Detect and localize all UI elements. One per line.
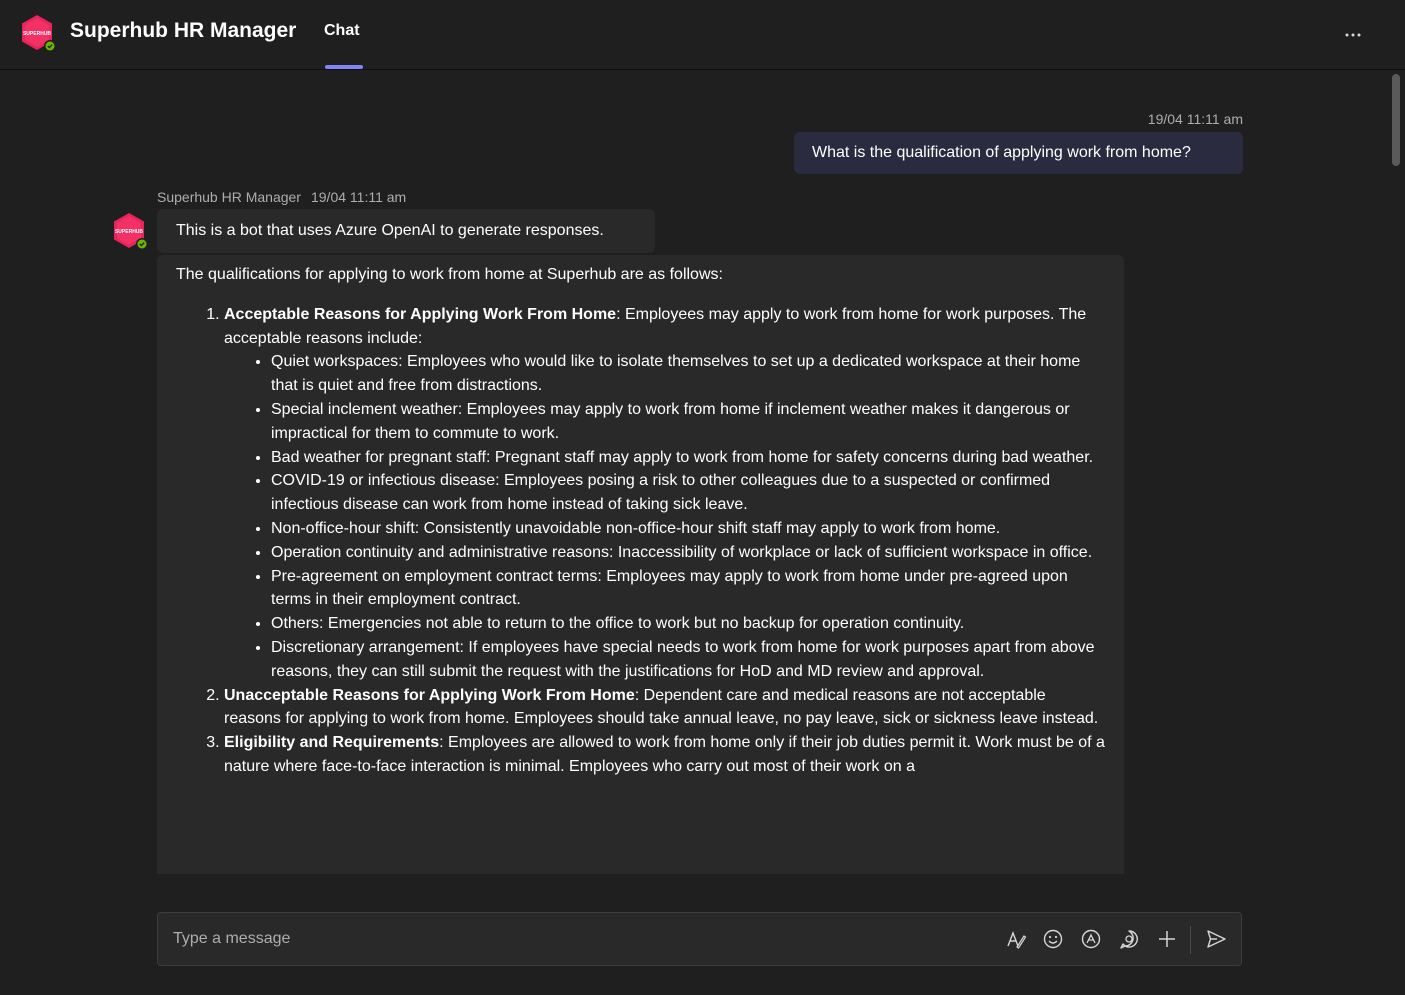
chat-bubble-icon — [1118, 928, 1140, 950]
bot-avatar[interactable] — [110, 212, 148, 250]
send-button[interactable] — [1203, 926, 1229, 952]
chat-bubble-button[interactable] — [1116, 926, 1142, 952]
superhub-logo-icon — [110, 212, 148, 250]
tab-chat[interactable]: Chat — [324, 22, 360, 39]
add-attachment-button[interactable] — [1154, 926, 1180, 952]
list-item — [224, 303, 1106, 684]
section-text: : Dependent care and medical reasons are not acceptable reasons for applying to work from home. Employees should take annual leave, no pay leave, sick or sickness leave instead. — [224, 686, 1099, 728]
bot-message-meta — [157, 189, 406, 205]
list-item: • Others: Emergencies not able to return to the office to work but no backup for operation continuity. — [271, 612, 1106, 636]
app-title: Superhub HR Manager — [70, 19, 297, 42]
reasons-list — [224, 350, 1106, 683]
emoji-button[interactable] — [1040, 926, 1066, 952]
bot-response-message[interactable] — [157, 255, 1124, 874]
composer-divider — [1190, 926, 1191, 954]
list-item: • Special inclement weather: Employees may apply to work from home if inclement weather makes it dangerous or impractical for them to commute to work. — [271, 398, 1106, 446]
svg-text:SUPERHUB: SUPERHUB — [114, 229, 144, 235]
message-input[interactable] — [173, 913, 973, 965]
section-text: : Employees may apply to work from home for work purposes. The acceptable reasons include: — [224, 305, 1087, 347]
svg-text:SUPERHUB: SUPERHUB — [22, 31, 52, 37]
list-item: • Non-office-hour shift: Consistently unavoidable non-office-hour shift staff may apply to work from home. — [271, 517, 1106, 541]
list-item: • Discretionary arrangement: If employees have special needs to work from home for work purposes apart from above reasons, they can still submit the request with the justifications for HoD and MD review and approval. — [271, 636, 1106, 684]
qualification-list — [176, 303, 1106, 779]
message-composer — [157, 912, 1242, 966]
app-avatar[interactable] — [18, 14, 56, 52]
user-message[interactable]: What is the qualification of applying work from home? — [794, 132, 1243, 174]
user-message-timestamp: 19/04 11:11 am — [1147, 111, 1243, 127]
section-heading: Acceptable Reasons for Applying Work From Home — [224, 305, 617, 323]
section-heading: Unacceptable Reasons for Applying Work From Home — [224, 686, 635, 704]
list-item: • Operation continuity and administrative reasons: Inaccessibility of workplace or lack of sufficient workspace in office. — [271, 541, 1106, 565]
loop-icon — [1080, 928, 1102, 950]
send-icon — [1205, 928, 1227, 950]
bot-notice-message[interactable]: This is a bot that uses Azure OpenAI to generate responses. — [157, 209, 655, 253]
scrollbar[interactable] — [1392, 74, 1400, 166]
format-icon — [1005, 928, 1027, 950]
more-horizontal-icon — [1344, 32, 1362, 38]
loop-button[interactable] — [1078, 926, 1104, 952]
active-tab-indicator — [325, 65, 363, 69]
list-item — [224, 731, 1106, 779]
header-bar — [0, 0, 1405, 70]
bot-message-timestamp: 19/04 11:11 am — [310, 189, 407, 205]
format-button[interactable] — [1003, 926, 1029, 952]
section-heading: Eligibility and Requirements — [224, 734, 440, 752]
plus-icon — [1156, 928, 1178, 950]
list-item: • Bad weather for pregnant staff: Pregnant staff may apply to work from home for safety concerns during bad weather. — [271, 446, 1106, 470]
more-options-button[interactable] — [1337, 18, 1369, 46]
list-item: • Quiet workspaces: Employees who would like to isolate themselves to set up a dedicated workspace at their home that is quiet and free from distractions. — [271, 350, 1106, 398]
list-item: • COVID-19 or infectious disease: Employees posing a risk to other colleagues due to a suspected or confirmed infectious disease can work from home instead of taking sick leave. — [271, 469, 1106, 517]
emoji-icon — [1042, 928, 1064, 950]
list-item — [224, 684, 1106, 732]
response-intro: The qualifications for applying to work from home at Superhub are as follows: — [176, 266, 723, 283]
superhub-logo-icon — [18, 14, 56, 52]
bot-sender-name: Superhub HR Manager — [157, 189, 301, 205]
list-item: • Pre-agreement on employment contract terms: Employees may apply to work from home under pre-agreed upon terms in their employment contract. — [271, 565, 1106, 613]
section-text: : Employees are allowed to work from home only if their job duties permit it. Work must be of a nature where face-to-face interaction is minimal. Employees who carry out most of their work on a — [224, 734, 1105, 775]
